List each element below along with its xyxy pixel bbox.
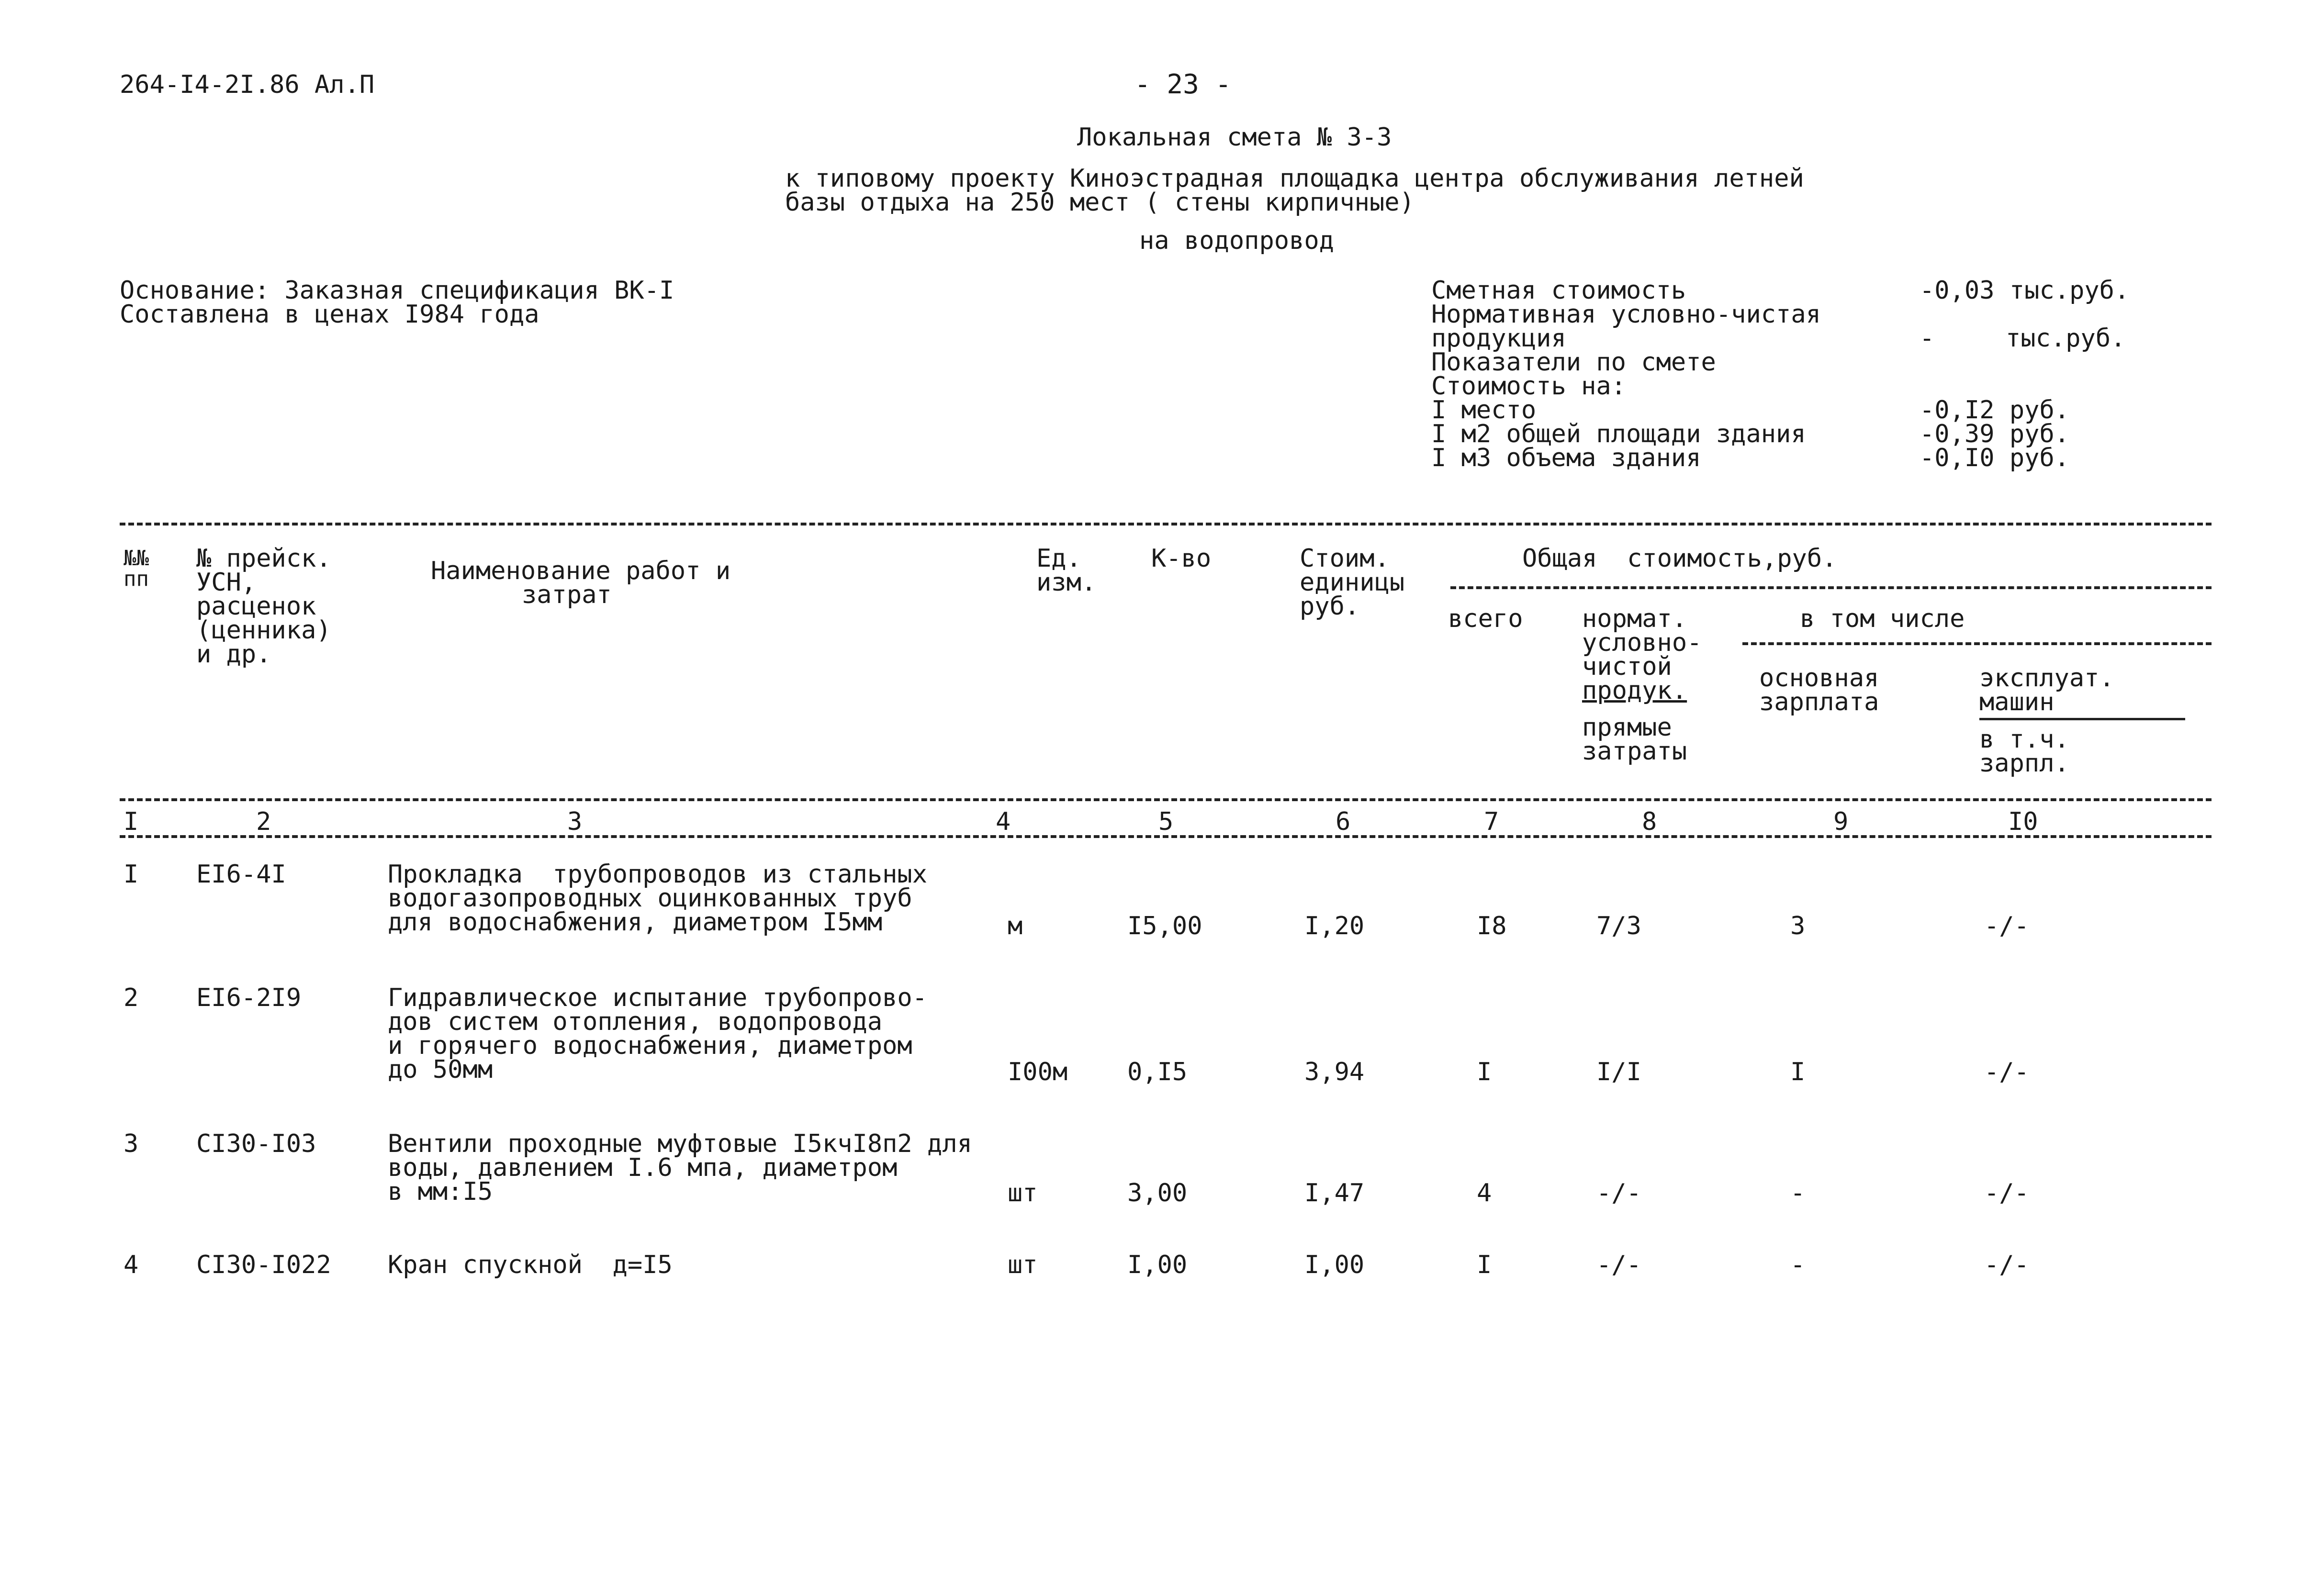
col-7-header: всего: [1448, 604, 1523, 633]
summary-value: -0,I2 руб.: [1920, 396, 2070, 425]
row-number: I: [123, 860, 139, 889]
row-norm-production: I/I: [1596, 1058, 1641, 1086]
col-6-header: единицы: [1300, 568, 1405, 597]
row-name-line: дов систем отопления, водопровода: [388, 1007, 883, 1036]
col-8-header: прямые: [1582, 713, 1672, 742]
row-total: I: [1477, 1251, 1492, 1279]
col-10-header: зарпл.: [1979, 749, 2069, 778]
summary-value: тыс.руб.: [2006, 324, 2126, 353]
row-code: CI30-I022: [196, 1251, 331, 1279]
row-salary: -: [1790, 1251, 1806, 1279]
col-9-header: зарплата: [1759, 688, 1879, 716]
row-unit-price: I,00: [1304, 1251, 1365, 1279]
row-name-line: Прокладка трубопроводов из стальных: [388, 860, 928, 889]
row-norm-production: -/-: [1596, 1179, 1641, 1207]
row-name-line: Вентили проходные муфтовые I5кчI8п2 для: [388, 1129, 972, 1158]
col-2-header: УСН,: [196, 568, 257, 597]
row-total: 4: [1477, 1179, 1492, 1207]
row-number: 3: [123, 1129, 139, 1158]
column-number: 6: [1336, 807, 1351, 836]
row-name-line: воды, давлением I.6 мпа, диаметром: [388, 1153, 898, 1182]
col-1-header: пп: [123, 567, 149, 591]
col-3-header: затрат: [522, 581, 612, 609]
summary-label: I м3 объема здания: [1431, 444, 1701, 472]
row-norm-production: -/-: [1596, 1251, 1641, 1279]
column-number: I: [123, 807, 139, 836]
col-2-header: № прейск.: [196, 544, 331, 573]
row-name-line: в мм:I5: [388, 1177, 493, 1206]
row-name-line: и горячего водоснабжения, диаметром: [388, 1031, 912, 1060]
col-8-header: нормат.: [1582, 604, 1687, 633]
row-unit: I00м: [1008, 1058, 1068, 1086]
row-unit-price: I,20: [1304, 912, 1365, 940]
col-8-header: чистой: [1582, 652, 1672, 681]
col-10-header: машин: [1979, 688, 2055, 716]
col-8-header: продук.: [1582, 676, 1687, 705]
summary-value: -0,03 тыс.руб.: [1920, 276, 2130, 305]
subtitle-line-1: к типовому проекту Киноэстрадная площадка центра обслуживания летней: [785, 164, 1804, 193]
row-machines: -/-: [1984, 1058, 2029, 1086]
column-number: 2: [256, 807, 271, 836]
summary-value: -: [1920, 324, 1935, 353]
header-rule: [1450, 586, 2212, 589]
row-unit-price: 3,94: [1304, 1058, 1365, 1086]
summary-value: -0,I0 руб.: [1920, 444, 2070, 472]
row-machines: -/-: [1984, 1251, 2029, 1279]
column-number: I0: [2008, 807, 2038, 836]
row-name-line: водогазопроводных оцинкованных труб: [388, 884, 912, 913]
row-quantity: I,00: [1127, 1251, 1188, 1279]
row-unit: м: [1008, 912, 1023, 940]
col-9-header: основная: [1759, 664, 1879, 693]
subtitle-line-2: базы отдыха на 250 мест ( стены кирпичные): [785, 188, 1415, 217]
col-10-header: в т.ч.: [1979, 725, 2069, 754]
col-2-header: и др.: [196, 640, 271, 669]
row-salary: -: [1790, 1179, 1806, 1207]
row-unit-price: I,47: [1304, 1179, 1365, 1207]
basis-line-2: Составлена в ценах I984 года: [120, 300, 539, 329]
summary-label: I место: [1431, 396, 1537, 425]
basis-line-1: Основание: Заказная спецификация ВК-I: [120, 276, 674, 305]
col-10-header: эксплуат.: [1979, 664, 2114, 693]
row-number: 2: [123, 984, 139, 1012]
table-top-rule: [120, 523, 2212, 525]
column-number: 4: [996, 807, 1011, 836]
row-quantity: 3,00: [1127, 1179, 1188, 1207]
row-code: EI6-4I: [196, 860, 286, 889]
column-number: 5: [1158, 807, 1174, 836]
col-2-header: расценок: [196, 592, 316, 621]
col-2-header: (ценника): [196, 616, 331, 645]
document-title: Локальная смета № 3-3: [1077, 123, 1392, 152]
row-quantity: 0,I5: [1127, 1058, 1188, 1086]
row-unit: шт: [1008, 1251, 1038, 1279]
subtitle-line-3: на водопровод: [1139, 226, 1334, 255]
header-rule: [1742, 642, 2212, 645]
col-1-header: №№: [123, 546, 149, 570]
summary-label: продукция: [1431, 324, 1566, 353]
row-total: I8: [1477, 912, 1507, 940]
row-norm-production: 7/3: [1596, 912, 1641, 940]
column-number: 3: [567, 807, 583, 836]
row-unit: шт: [1008, 1179, 1038, 1207]
row-total: I: [1477, 1058, 1492, 1086]
row-number: 4: [123, 1251, 139, 1279]
col-6-header: Стоим.: [1300, 544, 1390, 573]
summary-label: Сметная стоимость: [1431, 276, 1686, 305]
summary-label: Стоимость на:: [1431, 372, 1626, 401]
col-8-header: затраты: [1582, 737, 1687, 766]
row-salary: 3: [1790, 912, 1806, 940]
row-machines: -/-: [1984, 1179, 2029, 1207]
col-4-header: Ед.: [1036, 544, 1081, 573]
col-5-header: К-во: [1151, 544, 1212, 573]
column-number: 8: [1642, 807, 1657, 836]
header-underline: [1979, 718, 2185, 720]
row-name-line: Кран спускной д=I5: [388, 1251, 673, 1279]
row-code: EI6-2I9: [196, 984, 302, 1012]
col-4-header: изм.: [1036, 568, 1097, 597]
including-header: в том числе: [1800, 604, 1965, 633]
total-cost-header: Общая стоимость,руб.: [1522, 544, 1837, 573]
col-6-header: руб.: [1300, 592, 1360, 621]
summary-label: Нормативная условно-чистая: [1431, 300, 1821, 329]
column-numbers-rule: [120, 835, 2212, 838]
table-header-rule: [120, 798, 2212, 801]
column-number: 9: [1833, 807, 1849, 836]
page-number: - 23 -: [1134, 69, 1232, 100]
row-machines: -/-: [1984, 912, 2029, 940]
row-name-line: Гидравлическое испытание трубопрово-: [388, 984, 928, 1012]
row-name-line: для водоснабжения, диаметром I5мм: [388, 908, 883, 937]
row-quantity: I5,00: [1127, 912, 1202, 940]
row-name-line: до 50мм: [388, 1055, 493, 1084]
col-8-header: условно-: [1582, 628, 1702, 657]
column-number: 7: [1484, 807, 1499, 836]
document-code: 264-I4-2I.86 Ал.П: [120, 70, 375, 99]
summary-label: Показатели по смете: [1431, 348, 1716, 377]
summary-value: -0,39 руб.: [1920, 420, 2070, 448]
col-3-header: Наименование работ и: [431, 557, 731, 585]
summary-label: I м2 общей площади здания: [1431, 420, 1806, 448]
row-salary: I: [1790, 1058, 1806, 1086]
row-code: CI30-I03: [196, 1129, 316, 1158]
